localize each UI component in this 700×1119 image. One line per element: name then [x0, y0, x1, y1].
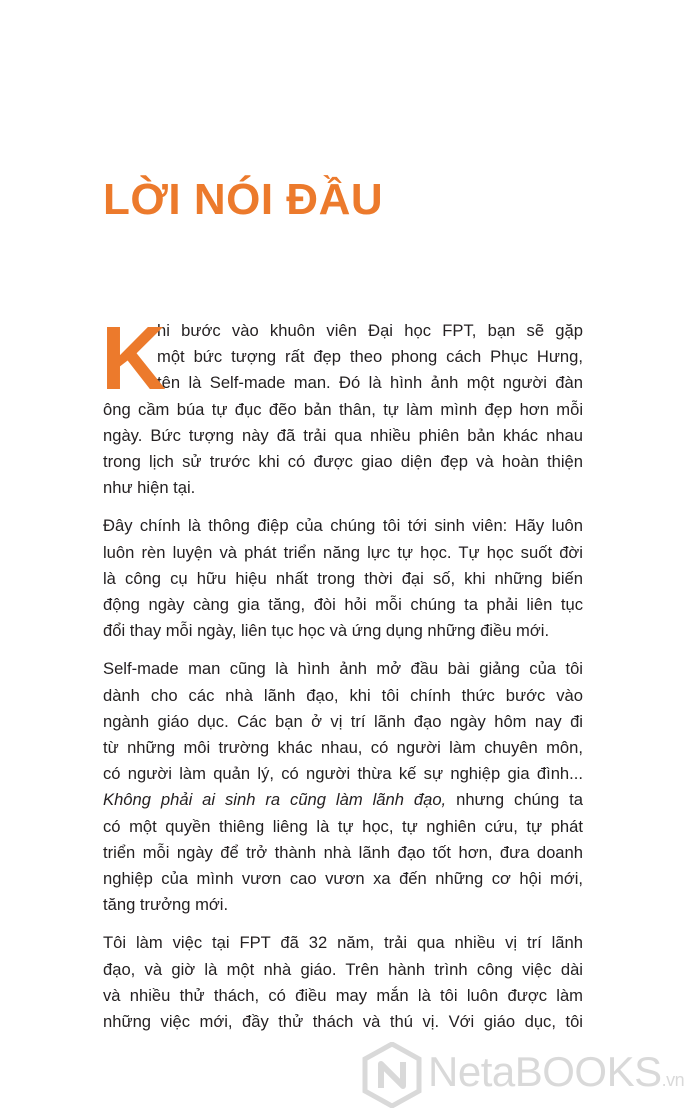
text-line: Tôi làm việc tại FPT đã 32 năm, trải qua nhiều vị trí lãnh [103, 933, 583, 953]
text-line: một bức tượng rất đẹp theo phong cách Phục Hưng, [157, 347, 583, 367]
watermark-text [428, 1048, 684, 1096]
drop-cap: K [101, 309, 166, 409]
text-line: động ngày càng gia tăng, đòi hỏi mỗi chúng ta phải liên tục [103, 595, 583, 615]
paragraph-4 [103, 930, 583, 1035]
text-line-mixed [103, 787, 583, 813]
text-line: đạo, và giờ là một nhà giáo. Trên hành trình công việc dài [103, 959, 583, 979]
text-line: có người làm quản lý, có người thừa kế sự nghiệp gia đình... [103, 764, 583, 784]
text-line: ông cầm búa tự đục đẽo bản thân, tự làm mình đẹp hơn mỗi [103, 399, 583, 419]
paragraph-1 [101, 309, 583, 501]
n-logo-icon [362, 1042, 422, 1108]
text-line: tăng trưởng mới. [103, 895, 229, 915]
text-line: Self-made man cũng là hình ảnh mở đầu bài giảng của tôi [103, 659, 583, 679]
text-line: nghiệp của mình vươn cao vươn xa đến những cơ hội mới, [103, 869, 583, 889]
watermark [362, 1040, 692, 1112]
text-fragment: nhưng chúng ta [446, 790, 583, 810]
watermark-suffix: .vn [661, 1070, 685, 1090]
text-line: từ những môi trường khác nhau, có người làm chuyên môn, [103, 738, 583, 758]
text-line: trong lịch sử trước khi có được giao diện đẹp và hoàn thiện [103, 452, 583, 472]
page-title: LỜI NÓI ĐẦU [103, 175, 384, 224]
text-line: dành cho các nhà lãnh đạo, khi tôi chính thức bước vào [103, 685, 583, 705]
text-line: Đây chính là thông điệp của chúng tôi tới sinh viên: Hãy luôn [103, 516, 583, 536]
text-line: tên là Self-made man. Đó là hình ảnh một người đàn [157, 373, 583, 393]
text-line: là công cụ hữu hiệu nhất trong thời đại số, khi những biến [103, 568, 583, 588]
text-line: ngành giáo dục. Các bạn ở vị trí lãnh đạo ngày hôm nay đi [103, 711, 583, 731]
text-line: triển mỗi ngày để trở thành nhà lãnh đạo tốt hơn, đưa doanh [103, 842, 583, 862]
text-line: có một quyền thiêng liêng là tự học, tự nghiên cứu, tự phát [103, 816, 583, 836]
watermark-name: NetaBOOKS [428, 1048, 662, 1095]
italic-phrase: Không phải ai sinh ra cũng làm lãnh đạo, [103, 790, 447, 810]
text-line: ngày. Bức tượng này đã trải qua nhiều phiên bản khác nhau [103, 425, 583, 445]
paragraph-3 [103, 656, 583, 918]
text-line: như hiện tại. [103, 478, 196, 498]
text-line: hi bước vào khuôn viên Đại học FPT, bạn sẽ gặp [157, 321, 583, 340]
text-line: luôn rèn luyện và phát triển năng lực tự học. Tự học suốt đời [103, 542, 583, 562]
text-line: những việc mới, đầy thử thách và thú vị. Với giáo dục, tôi [103, 1012, 583, 1032]
text-line: và nhiều thử thách, có điều may mắn là tôi luôn được làm [103, 985, 583, 1005]
body-text [101, 309, 583, 1047]
paragraph-2 [103, 513, 583, 644]
text-line: đổi thay mỗi ngày, liên tục học và ứng dụng những điều mới. [103, 621, 550, 641]
